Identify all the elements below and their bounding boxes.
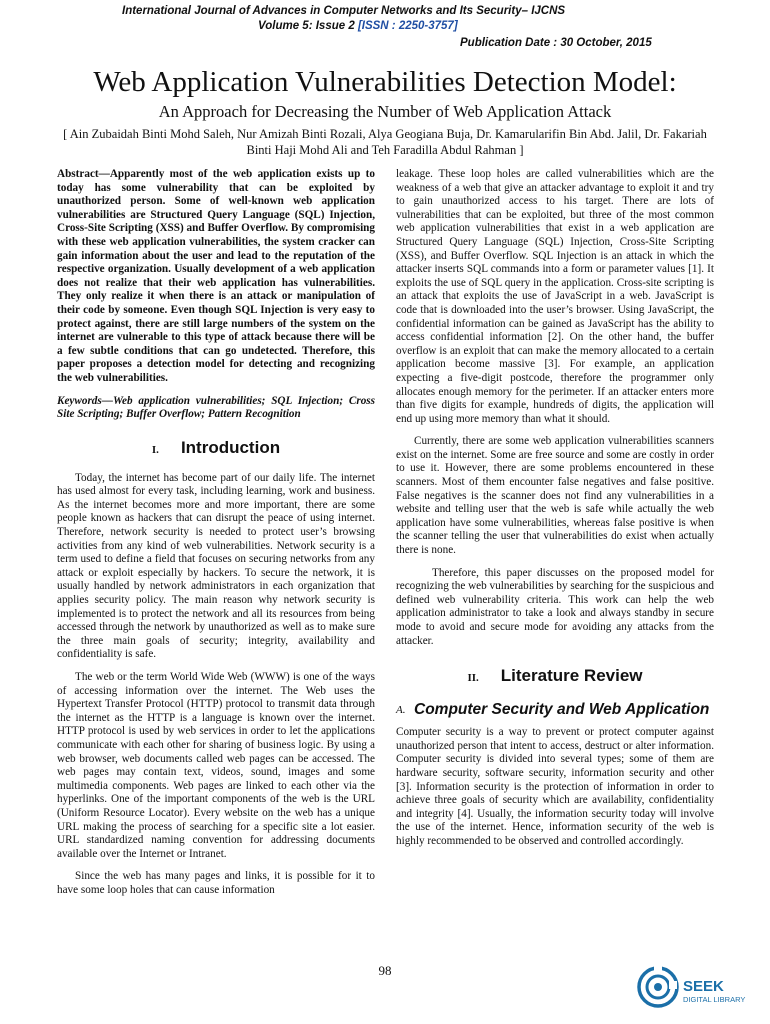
section-1-number: I.: [151, 443, 159, 456]
journal-volume-line: [258, 20, 458, 32]
section-1-heading: [57, 438, 375, 460]
subsection-a-number: A.: [396, 704, 406, 717]
journal-name: International Journal of Advances in Computer Networks and Its Security– IJCNS: [122, 5, 566, 17]
keywords: Keywords—Web application vulnerabilities; SQL Injection; Cross Site Scripting; Buffer Overflow; Pattern Recognition: [57, 394, 375, 421]
section-2-heading: [396, 666, 714, 688]
subsection-a-title: Computer Security and Web Application: [414, 701, 710, 719]
seek-logo-tagline: DIGITAL LIBRARY: [683, 995, 746, 1004]
abstract: Abstract—Apparently most of the web application exists up to today has some vulnerability that can be exploited by unauthorized person. Some of well-known web application vulnerabilities are Structured Query Language (SQL) Injection, Cross-Site Scripting (XSS) and Buffer Overflow. By compromising with these web application vulnerabilities, the system cracker can gain information about the user and lead to the reputation of the respective organization. Usually development of a web application does not realize that their web application has vulnerabilities. They only realize it when there is an attack or manipulation of their code by someone. Even though SQL Injection is very easy to protect against, there are still large numbers of the system on the internet are vulnerable to this type of attack because there will be a few subtle conditions that can go undetected. Therefore, this paper proposes a detection model for detecting and recognizing the web vulnerabilities.: [57, 168, 375, 384]
left-column: [57, 168, 375, 907]
intro-paragraph-3: Since the web has many pages and links, it is possible for it to have some loop holes that can cause information: [57, 870, 375, 896]
intro-paragraph-5: Therefore, this paper discusses on the proposed model for recognizing the web vulnerabilities by searching for the suspicious and defined web vulnerability criteria. This work can help the web application administrator to take a look and always standby in secure mode to avoid and secure mode for avoiding any attacks from the attacker.: [396, 566, 714, 647]
journal-volume: Volume 5: Issue 2: [258, 20, 355, 32]
paper-title: Web Application Vulnerabilities Detection Model:: [93, 66, 677, 98]
publication-date: Publication Date : 30 October, 2015: [460, 37, 652, 49]
seek-logo-icon: [636, 962, 756, 1012]
seek-logo-word: SEEK: [683, 978, 724, 995]
seek-digital-library-logo: [636, 962, 756, 1012]
intro-paragraph-1: Today, the internet has become part of our daily life. The internet has used almost for every task, including learning, work and business. As the internet becomes more and more important, there are some people known as hackers that can disrupt the peace of using internet. Therefore, network security is needed to protect user’s browsing activities from any kind of web vulnerabilities. Network security is a term used to define a field that focuses on securing networks from any attack or exploit especially by hackers. To secure the network, it is usually handled by network administrators in each organization that applies security policy. The main reason why network security is implemented is to protect the network and all its resources from being accessed through the network by unauthorized as well as to make sure the three main goals of security; integrity, availability and confidentiality is safe.: [57, 471, 375, 661]
section-1-title: Introduction: [180, 437, 281, 457]
section-2-number: II.: [467, 672, 479, 685]
section-2-title: Literature Review: [500, 666, 643, 686]
intro-paragraph-4: Currently, there are some web application vulnerabilities scanners exist on the internet. Some are free source and some are costly in order to use it. However, there are some problems encountered in these scanners. Most of them encounter false negatives and false positive. False negatives is the scanner does not find any vulnerabilities in a website and telling user that the web is safe while actually the web application have some vulnerabilities, whereas false positive is when the scanner telling the user that vulnerabilities do exist when actually there is none.: [396, 435, 714, 557]
literature-paragraph-1: Computer security is a way to prevent or protect computer against unauthorized person that intent to access, destruct or alter information. Computer security is divided into several types; some of them are hardware security, software security, information security and other [3]. Information security is the protection of information in order to achieve three goals of security which are availability, confidentiality and integrity [4]. Usually, the information security today will involve the use of the internet. Hence, information security of the web is highly recommended to be observed and controlled accordingly.: [396, 726, 714, 847]
paper-subtitle: An Approach for Decreasing the Number of Web Application Attack: [158, 102, 612, 121]
right-column: [396, 168, 714, 858]
journal-issn: [ISSN : 2250-3757]: [357, 20, 458, 32]
page-number: 98: [378, 963, 392, 978]
paper-authors: [ Ain Zubaidah Binti Mohd Saleh, Nur Amizah Binti Rozali, Alya Geogiana Buja, Dr. Kamarularifin Bin Abd. Jalil, Dr. Fakariah Binti Haji Mohd Ali and Teh Faradilla Abdul Rahman ]: [63, 127, 707, 157]
intro-paragraph-2: The web or the term World Wide Web (WWW) is one of the ways of accessing information over the internet. The Web uses the Hypertext Transfer Protocol (HTTP) protocol to transmit data through the internet as the HTTP is a language is known over the internet. HTTP protocol is used by web services in order to let the applications communicate with each other for sharing of business logic. By using a web browser, web documents called web pages can be accessed. The web pages may contain text, videos, sound, images and some multimedia components. Web pages are linked to each other via the hyperlinks. One of the important components of the web is the URL (Uniform Resource Locator). Every website on the web has a unique URL making the process of searching for a specific site a lot easier. URL standardized naming convention for addressing documents available over the Internet or Intranet.: [57, 671, 375, 860]
subsection-a-heading: [396, 700, 714, 720]
intro-paragraph-3-continued: leakage. These loop holes are called vulnerabilities which are the weakness of a web that give an attacker advantage to exploit it and try to gain unauthorized access to his target. There are lots of vulnerabilities that can be exploited, but three of the most common web application vulnerabilities that exist in a web application are Structured Query Language (SQL) Injection, Cross-Site Scripting (XSS), and Buffer Overflow. SQL Injection is an attack in which the attacker inserts SQL commands into a form or parameter values [1]. It exploits the use of SQL query in the application. Cross-site scripting is an attack that exploits the use of JavaScript in a web. JavaScript is code that is downloaded into the user’s browser. Using JavaScript, the confidential information can be gained as JavaScript has the ability to access confidential information [2]. On the other hand, the buffer overflow is an exploit that can make the memory allocated to a certain application become massive [3]. For example, an application expecting a five-digit postcode, therefore the programmer only allocates enough memory for the perimeter. If an attacker enters more than five digits for example, hundreds of digits, the application will end up using more memory than what it should.: [396, 168, 714, 425]
